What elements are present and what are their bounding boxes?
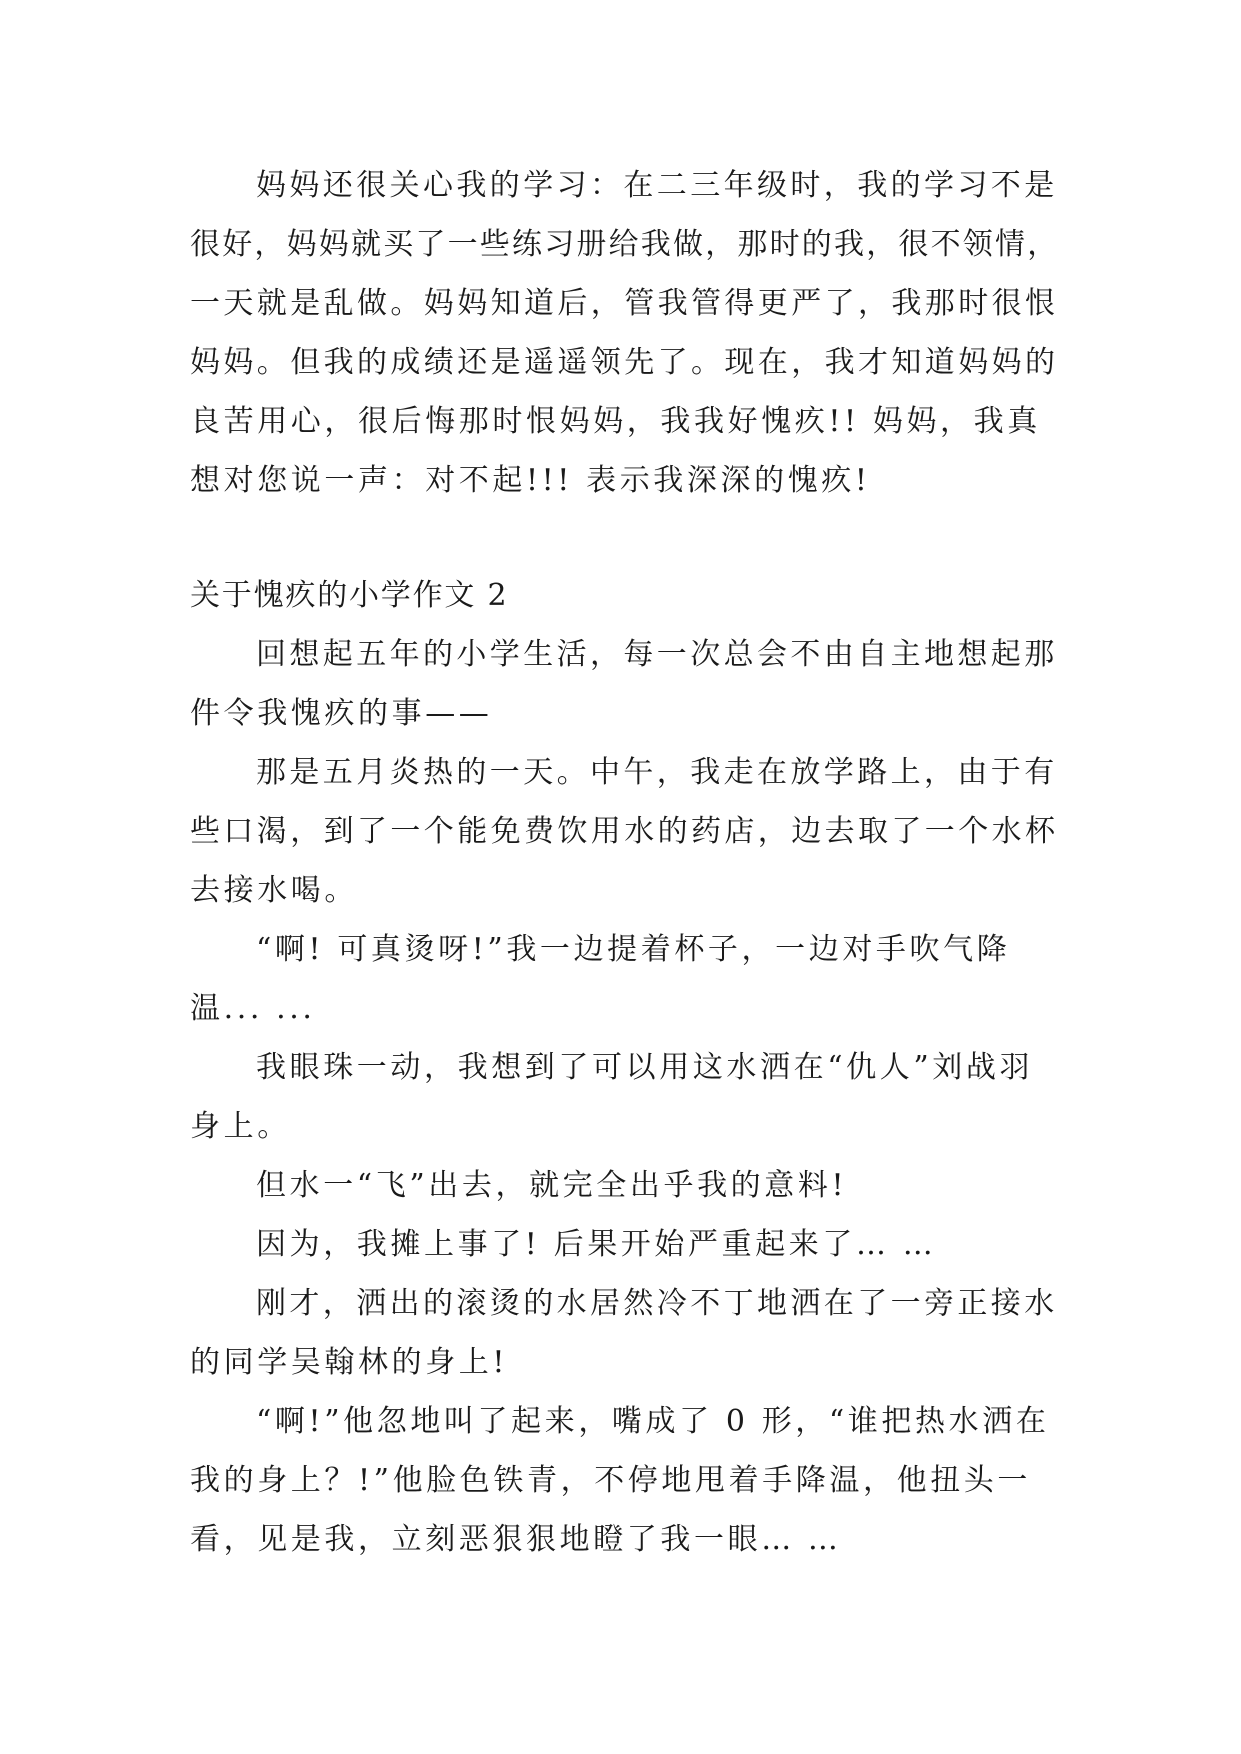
paragraph-line: 妈妈还很关心我的学习：在二三年级时，我的学习不是 — [256, 168, 1058, 203]
paragraph-line: 身上。 — [190, 1109, 291, 1144]
paragraph-line: 很好，妈妈就买了一些练习册给我做，那时的我，很不领情， — [190, 227, 1060, 262]
paragraph-line: 件令我愧疚的事—— — [190, 696, 493, 731]
paragraph-line: “啊! 可真烫呀!”我一边提着杯子，一边对手吹气降 — [256, 932, 1011, 967]
paragraph-line: 我的身上？!”他脸色铁青，不停地甩着手降温，他扭头一 — [190, 1463, 1031, 1498]
paragraph-line: 妈妈。但我的成绩还是遥遥领先了。现在，我才知道妈妈的 — [190, 345, 1059, 380]
paragraph-line: 回想起五年的小学生活，每一次总会不由自主地想起那 — [256, 637, 1058, 672]
paragraph-line: 温... ... — [190, 991, 316, 1026]
paragraph-line: 些口渴，到了一个能免费饮用水的药店，边去取了一个水杯 — [190, 814, 1059, 849]
paragraph-line: 良苦用心，很后悔那时恨妈妈，我我好愧疚!! 妈妈，我真 — [190, 404, 1041, 439]
paragraph-line: 我眼珠一动，我想到了可以用这水洒在“仇人”刘战羽 — [256, 1050, 1034, 1085]
paragraph-line: 的同学吴翰林的身上! — [190, 1345, 509, 1380]
paragraph-line: 那是五月炎热的一天。中午，我走在放学路上，由于有 — [256, 755, 1058, 790]
paragraph-line: 想对您说一声：对不起!!! 表示我深深的愧疚! — [190, 463, 871, 498]
paragraph-line: 因为，我摊上事了! 后果开始严重起来了… … — [256, 1227, 937, 1262]
paragraph-line: 但水一“飞”出去，就完全出乎我的意料! — [256, 1168, 848, 1203]
section-heading: 关于愧疚的小学作文 2 — [190, 578, 509, 613]
paragraph-line: 刚才，洒出的滚烫的水居然冷不丁地洒在了一旁正接水 — [256, 1286, 1058, 1321]
paragraph-line: 一天就是乱做。妈妈知道后，管我管得更严了，我那时很恨 — [190, 286, 1059, 321]
paragraph-line: “啊!”他忽地叫了起来，嘴成了 0 形，“谁把热水洒在 — [256, 1404, 1050, 1439]
paragraph-line: 去接水喝。 — [190, 873, 358, 908]
paragraph-line: 看，见是我，立刻恶狠狠地瞪了我一眼… … — [190, 1522, 842, 1557]
